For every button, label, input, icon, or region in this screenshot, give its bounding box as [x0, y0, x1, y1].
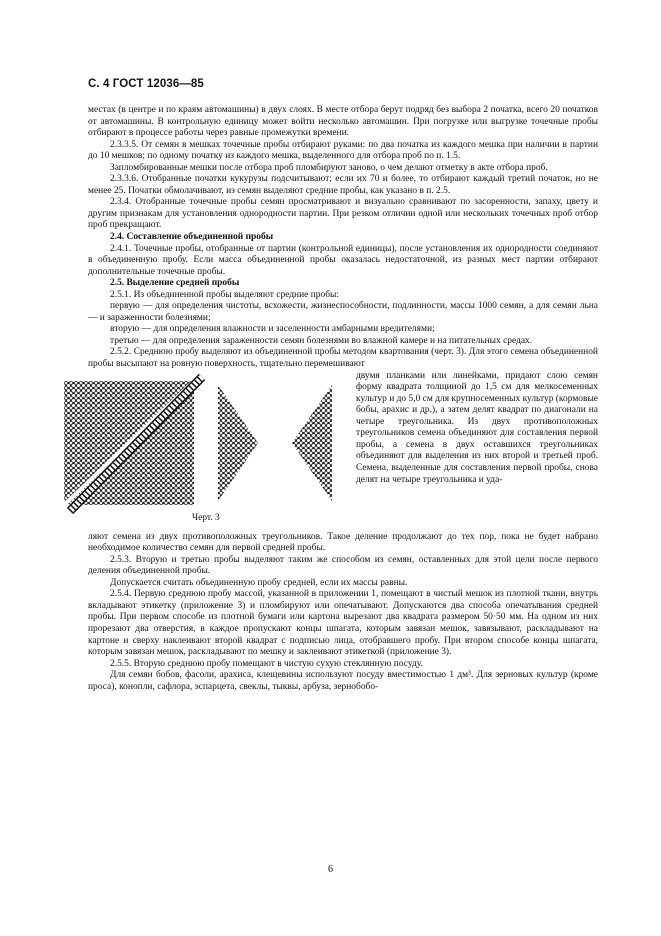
paragraph: 2.5.2. Среднюю пробу выделяют из объединенной пробы методом квартования (черт. 3). Для этого семена объединенной пробы высыпают на ровную поверхность, тщательно перемешивают	[88, 347, 598, 370]
figure-3	[88, 373, 350, 532]
separated-triangle-right	[292, 385, 332, 501]
page-header: С. 4 ГОСТ 12036—85	[88, 78, 204, 90]
separated-triangle-left	[218, 385, 258, 501]
paragraph: 2.5.3. Вторую и третью пробы выделяют таким же способом из семян, оставленных для этой цели после первого деления объединенной пробы.	[88, 554, 598, 577]
paragraph: третью — для определения зараженности семян болезнями во влажной камере и на питательных средах.	[110, 335, 533, 346]
paragraph: 2.3.3.5. От семян в мешках точечные пробы отбирают руками: по два початка из каждого мешка при наличии в партии до 10 мешков; по одному початку из каждого мешка, выделенного для отбора проб по п. 1.5.	[88, 139, 598, 162]
section-heading: 2.4. Составление объединенной пробы	[110, 232, 274, 243]
paragraph: 2.5.4. Первую среднюю пробу массой, указанной в приложении 1, помещают в чистый мешок из плотной ткани, внутрь вкладывают этикетку (приложение 3) и пломбируют или опечатывают. Допускаются два способа опечатывания средней пробы. При первом способе из плотной бумаги или картона вырезают два квадрата размером 50·50 мм. На одном из них прорезают два отверстия, в каждое пропускают концы шпагата, которым завязан мешок, завязывают, раскладывают на картоне и сверху наклеивают второй квадрат с подписью лица, отобравшего пробу. При втором способе концы шпагата, которым завязан мешок, раскладывают по мешку и заклеивают этикеткой (приложение 3).	[88, 589, 598, 658]
page-number: 6	[328, 864, 333, 875]
paragraph: ляют семена из двух противоположных треугольников. Такое деление продолжают до тех пор, пока не будет набрано необходимое количество семян для первой средней пробы.	[88, 531, 598, 554]
section-heading: 2.5. Выделение средней пробы	[110, 278, 240, 289]
paragraph: Допускается считать объединенную пробу средней, если их массы равны.	[110, 577, 408, 588]
paragraph: Запломбированные мешки после отбора проб пломбируют заново, о чем делают отметку в акте отбора проб.	[110, 162, 548, 173]
paragraph: вторую — для определения влажности и заселенности амбарными вредителями;	[110, 324, 435, 335]
paragraphs-bottom	[88, 532, 598, 694]
paragraph: 2.3.3.6. Отобранные початки кукурузы подсчитывают; если их 70 и более, то отбирают каждый третий початок, но не менее 25. Початки обмолачивают, из семян выделяют средние пробы, как указано в п. 2.5.	[88, 174, 598, 196]
paragraph: 2.5.1. Из объединенной пробы выделяют средние пробы:	[110, 289, 339, 300]
paragraph: 2.3.4. Отобранные точечные пробы семян просматривают и визуально сравнивают по засоренности, запаху, цвету и другим признакам для установления однородности партии. При резком отличии одной или нескольких точечных проб отбор проб прекращают.	[88, 197, 598, 231]
paragraph: 2.5.5. Вторую среднюю пробу помещают в чистую сухую стеклянную посуду.	[110, 658, 423, 669]
figure-block	[88, 371, 598, 532]
document-body	[88, 105, 598, 693]
paragraph: 2.4.1. Точечные пробы, отобранные от партии (контрольной единицы), после установления их однородности соединяют в объединенную пробу. Если масса объединенной пробы оказалась недостаточной, из разных мест партии отбирают дополнительные точечные пробы.	[88, 243, 598, 277]
paragraphs-top	[88, 105, 598, 371]
paragraph: Для семян бобов, фасоли, арахиса, клещевины используют посуду вместимостью 1 дм³. Для зерновых культур (кроме проса), конопли, сафлора, эспарцета, свеклы, тыквы, арбуза, зернобобо-	[88, 670, 598, 692]
quartering-diagram	[56, 373, 348, 515]
paragraph: первую — для определения чистоты, всхожести, жизнеспособности, подлинности, массы 1000 семян, а для семян льна — и зараженности болезнями;	[88, 301, 598, 323]
figure-caption: Черт. 3	[192, 512, 220, 523]
figure-side-text: двумя планками или линейками, придают слою семян форму квадрата толщиной до 1,5 см для мелкосеменных культур и до 5,0 см для крупносеменных культур (кормовые бобы, арахис и др.), а затем делят квадрат по диагонали на четыре треугольника. Из двух противоположных треугольников семена объединяют для составления первой пробы, а семена в двух оставшихся треугольниках объединяют для выделения из них второй и третьей проб. Семена, выделенные для составления первой пробы, снова делят на четыре треугольника и уда-	[356, 370, 598, 485]
paragraph: местах (в центре и по краям автомашины) в двух слоях. В месте отбора берут подряд без выбора 2 початка, всего 20 початков от автомашины. В контрольную единицу может войти несколько автомашин. При погрузке или выгрузке точечные пробы отбирают в процессе работы через равные промежутки времени.	[88, 105, 598, 139]
